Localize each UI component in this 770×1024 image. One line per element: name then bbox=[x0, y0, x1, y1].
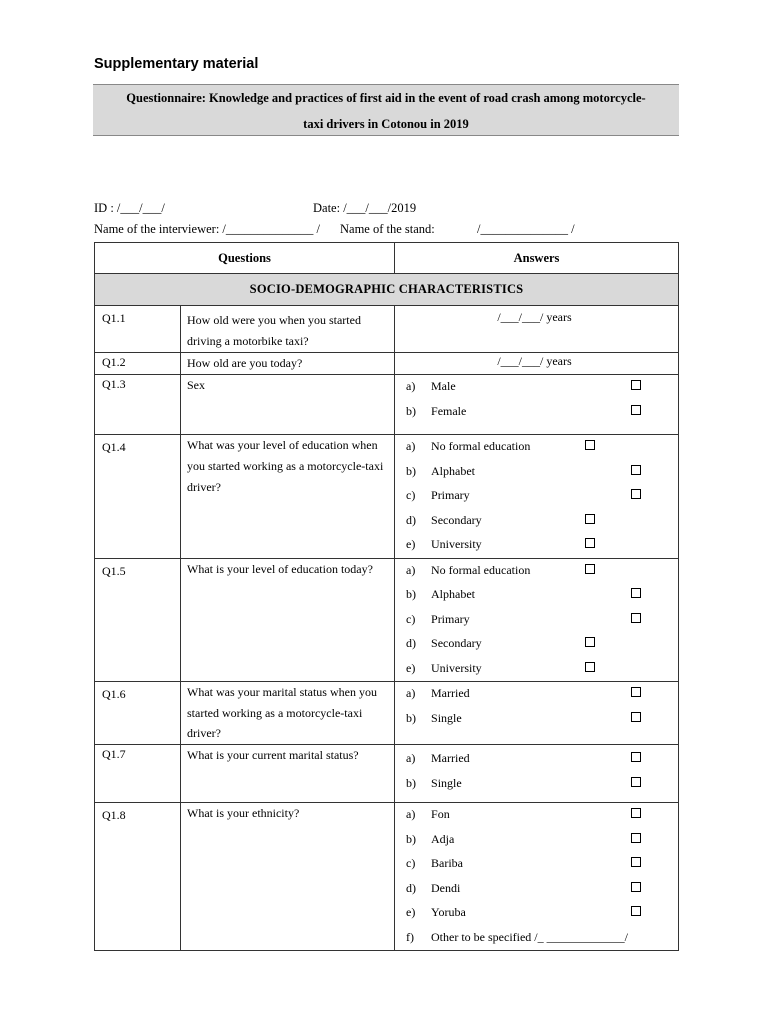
option-label: Single bbox=[431, 710, 462, 725]
option-secondary[interactable] bbox=[395, 509, 678, 534]
option-label: Fon bbox=[431, 807, 450, 821]
question-id: Q1.3 bbox=[95, 375, 181, 435]
option-letter: a) bbox=[406, 686, 416, 700]
date-field: Date: /___/___/2019 bbox=[313, 201, 417, 215]
option-label: Secondary bbox=[431, 512, 482, 527]
option-primary[interactable] bbox=[395, 484, 678, 509]
questionnaire-title-banner bbox=[93, 84, 679, 136]
option-adja[interactable] bbox=[395, 828, 678, 853]
checkbox[interactable] bbox=[631, 489, 641, 499]
option-bariba[interactable] bbox=[395, 852, 678, 877]
option-letter: a) bbox=[406, 379, 416, 393]
checkbox[interactable] bbox=[631, 857, 641, 867]
answer-options bbox=[395, 682, 679, 745]
checkbox[interactable] bbox=[631, 752, 641, 762]
checkbox[interactable] bbox=[585, 637, 595, 647]
question-id: Q1.7 bbox=[95, 745, 181, 803]
table-row bbox=[95, 682, 679, 745]
table-header-row bbox=[95, 243, 679, 274]
option-letter: e) bbox=[406, 905, 416, 919]
option-fon[interactable] bbox=[395, 803, 678, 828]
question-text: Sex bbox=[181, 375, 395, 435]
option-letter: e) bbox=[406, 660, 416, 675]
option-alphabet[interactable] bbox=[395, 460, 678, 485]
table-row bbox=[95, 306, 679, 353]
checkbox[interactable] bbox=[631, 882, 641, 892]
checkbox[interactable] bbox=[585, 538, 595, 548]
questions-header: Questions bbox=[95, 243, 395, 274]
option-label: No formal education bbox=[431, 439, 531, 453]
table-row bbox=[95, 353, 679, 375]
checkbox[interactable] bbox=[631, 687, 641, 697]
answer-years: /___/___/ years bbox=[497, 310, 572, 324]
option-label: Secondary bbox=[431, 636, 482, 650]
checkbox[interactable] bbox=[631, 808, 641, 818]
answer-options bbox=[395, 558, 679, 682]
checkbox[interactable] bbox=[631, 833, 641, 843]
questionnaire-table bbox=[94, 242, 678, 951]
option-letter: a) bbox=[406, 807, 416, 821]
table-row bbox=[95, 745, 679, 803]
option-single[interactable] bbox=[395, 707, 678, 732]
option-letter: c) bbox=[406, 856, 416, 870]
checkbox[interactable] bbox=[585, 440, 595, 450]
answer-blank bbox=[395, 353, 679, 375]
option-dendi[interactable] bbox=[395, 877, 678, 902]
option-label: University bbox=[431, 537, 482, 551]
option-letter: a) bbox=[406, 562, 416, 577]
option-letter: d) bbox=[406, 512, 417, 527]
option-label: Primary bbox=[431, 611, 470, 626]
option-letter: b) bbox=[406, 831, 417, 846]
question-id: Q1.1 bbox=[95, 306, 181, 353]
option-secondary[interactable] bbox=[395, 632, 678, 657]
option-label: Married bbox=[431, 686, 470, 700]
question-text: How old are you today? bbox=[181, 353, 395, 375]
option-married[interactable] bbox=[395, 682, 678, 707]
title-line-2: taxi drivers in Cotonou in 2019 bbox=[303, 117, 469, 131]
answer-years: /___/___/ years bbox=[497, 354, 572, 368]
option-letter: c) bbox=[406, 611, 416, 626]
option-married[interactable] bbox=[395, 747, 678, 772]
answer-options bbox=[395, 803, 679, 951]
option-no-formal-education[interactable] bbox=[395, 559, 678, 584]
option-yoruba[interactable] bbox=[395, 901, 678, 926]
option-letter: d) bbox=[406, 880, 417, 895]
checkbox[interactable] bbox=[631, 777, 641, 787]
question-id: Q1.6 bbox=[95, 682, 181, 745]
answer-options bbox=[395, 435, 679, 559]
question-id: Q1.5 bbox=[95, 558, 181, 682]
option-letter: c) bbox=[406, 488, 416, 502]
question-text: What is your level of education today? bbox=[181, 558, 395, 682]
option-letter: b) bbox=[406, 710, 417, 725]
question-text: What was your level of education when you started working as a motorcycle-taxi driver? bbox=[181, 435, 395, 559]
question-text: What is your ethnicity? bbox=[181, 803, 395, 951]
option-alphabet[interactable] bbox=[395, 583, 678, 608]
interviewer-field: Name of the interviewer: /______________ / bbox=[94, 222, 320, 236]
option-primary[interactable] bbox=[395, 608, 678, 633]
option-label: University bbox=[431, 660, 482, 675]
option-label: Adja bbox=[431, 831, 455, 846]
section-row bbox=[95, 274, 679, 306]
option-letter: a) bbox=[406, 439, 416, 453]
question-text: What was your marital status when you started working as a motorcycle-taxi driver? bbox=[181, 682, 395, 745]
question-id: Q1.2 bbox=[95, 353, 181, 375]
section-title: SOCIO-DEMOGRAPHIC CHARACTERISTICS bbox=[95, 274, 679, 306]
option-letter: b) bbox=[406, 403, 417, 418]
checkbox[interactable] bbox=[631, 380, 641, 390]
option-label: No formal education bbox=[431, 562, 531, 577]
checkbox[interactable] bbox=[631, 588, 641, 598]
option-letter: f) bbox=[406, 929, 415, 944]
table-row bbox=[95, 375, 679, 435]
option-label: Alphabet bbox=[431, 463, 476, 478]
checkbox[interactable] bbox=[585, 514, 595, 524]
question-text: How old were you when you started driving a motorbike taxi? bbox=[181, 306, 395, 353]
checkbox[interactable] bbox=[631, 906, 641, 916]
option-letter: b) bbox=[406, 463, 417, 478]
option-university[interactable] bbox=[395, 657, 678, 682]
option-label: Female bbox=[431, 403, 467, 418]
answer-options bbox=[395, 375, 679, 435]
option-label: Yoruba bbox=[431, 905, 466, 919]
option-single[interactable] bbox=[395, 772, 678, 797]
answer-options bbox=[395, 745, 679, 803]
option-label: Alphabet bbox=[431, 587, 476, 601]
option-no-formal-education[interactable] bbox=[395, 435, 678, 460]
option-female[interactable] bbox=[395, 400, 678, 425]
checkbox[interactable] bbox=[585, 564, 595, 574]
id-field: ID : /___/___/ bbox=[94, 201, 165, 215]
answer-blank bbox=[395, 306, 679, 353]
answers-header: Answers bbox=[395, 243, 679, 274]
option-label: Single bbox=[431, 775, 462, 790]
table-row bbox=[95, 558, 679, 682]
question-id: Q1.8 bbox=[95, 803, 181, 951]
option-label: Other to be specified /_ _____________/ bbox=[431, 929, 628, 944]
checkbox[interactable] bbox=[631, 405, 641, 415]
option-label: Primary bbox=[431, 488, 470, 502]
option-letter: e) bbox=[406, 537, 416, 551]
option-male[interactable] bbox=[395, 375, 678, 400]
question-id: Q1.4 bbox=[95, 435, 181, 559]
checkbox[interactable] bbox=[631, 613, 641, 623]
option-university[interactable] bbox=[395, 533, 678, 558]
option-label: Bariba bbox=[431, 856, 464, 870]
option-label: Dendi bbox=[431, 880, 461, 895]
checkbox[interactable] bbox=[631, 712, 641, 722]
stand-blank: /______________ / bbox=[477, 222, 575, 236]
stand-label: Name of the stand: bbox=[340, 222, 435, 236]
option-letter: d) bbox=[406, 636, 417, 650]
checkbox[interactable] bbox=[585, 662, 595, 672]
option-letter: a) bbox=[406, 751, 416, 765]
question-text: What is your current marital status? bbox=[181, 745, 395, 803]
option-label: Male bbox=[431, 379, 456, 393]
checkbox[interactable] bbox=[631, 465, 641, 475]
option-letter: b) bbox=[406, 775, 417, 790]
option-other-specified[interactable] bbox=[395, 926, 678, 951]
document-heading: Supplementary material bbox=[94, 56, 259, 72]
table-row bbox=[95, 803, 679, 951]
option-letter: b) bbox=[406, 587, 417, 601]
option-label: Married bbox=[431, 751, 470, 765]
table-row bbox=[95, 435, 679, 559]
title-line-1: Questionnaire: Knowledge and practices of first aid in the event of road crash among motorcycle- bbox=[126, 91, 646, 105]
